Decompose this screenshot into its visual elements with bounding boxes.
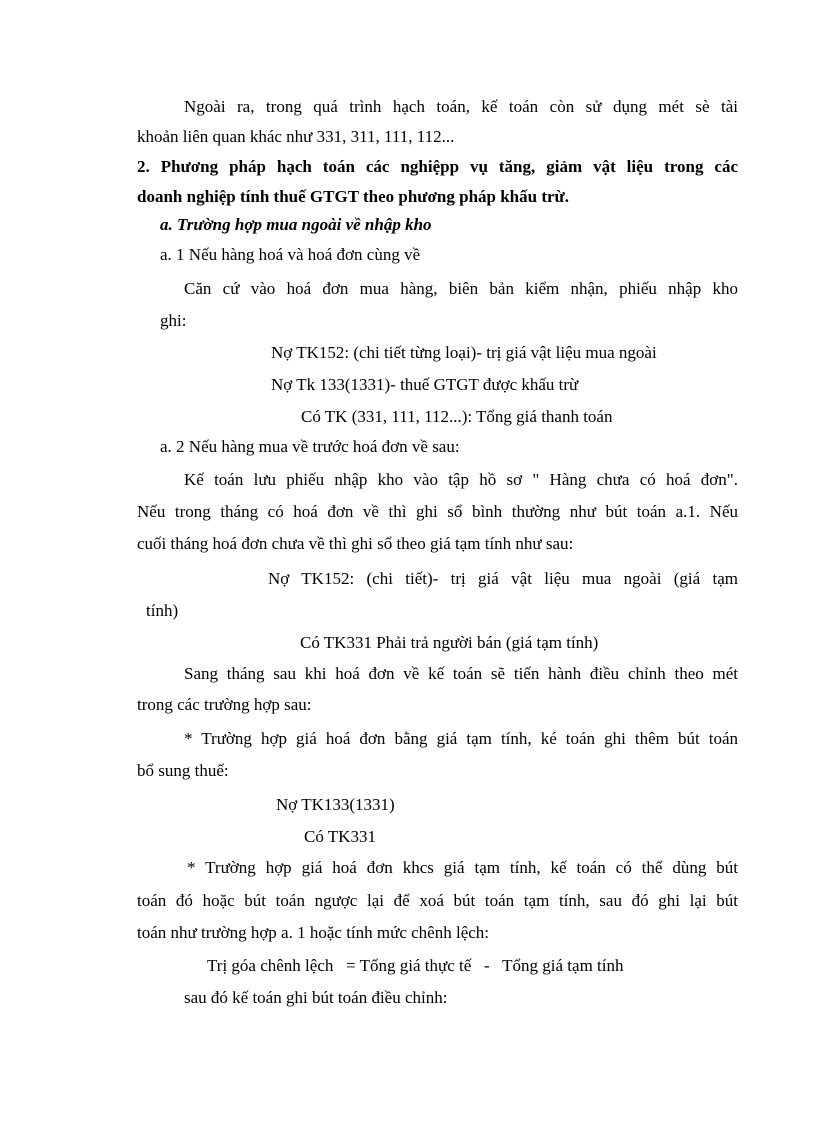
journal-entry: Nợ TK152: (chi tiết từng loại)- trị giá vật liệu mua ngoài (271, 343, 657, 362)
paragraph-line: Ngoài ra, trong quá trình hạch toán, kế toán còn sử dụng mét sè tài (184, 97, 738, 116)
paragraph-line: toán như trường hợp a. 1 hoặc tính mức chênh lệch: (137, 923, 490, 942)
paragraph-line: a. 1 Nếu hàng hoá và hoá đơn cùng về (160, 245, 421, 264)
paragraph-line: ghi: (160, 311, 187, 330)
journal-entry: tính) (146, 601, 179, 620)
paragraph-line: toán đó hoặc bút toán ngược lại để xoá bút toán tạm tính, sau đó ghi lại bút (137, 891, 738, 910)
paragraph-line: cuối tháng hoá đơn chưa về thì ghi sổ theo giá tạm tính như sau: (137, 534, 574, 553)
paragraph-line: Kế toán lưu phiếu nhập kho vào tập hồ sơ " Hàng chưa có hoá đơn". (184, 470, 738, 489)
paragraph-line: sau đó kế toán ghi bút toán điều chỉnh: (184, 988, 448, 1007)
paragraph-line: a. 2 Nếu hàng mua về trước hoá đơn về sau: (160, 437, 460, 456)
formula-line: Trị góa chênh lệch = Tổng giá thực tế - Tổng giá tạm tính (207, 956, 624, 975)
journal-entry: Nợ TK152: (chi tiết)- trị giá vật liệu mua ngoài (giá tạm (268, 569, 738, 588)
paragraph-line: khoản liên quan khác như 331, 311, 111, 112... (137, 127, 455, 146)
section-heading: doanh nghiệp tính thuế GTGT theo phương pháp khấu trừ. (137, 187, 569, 206)
paragraph-line: trong các trường hợp sau: (137, 695, 312, 714)
paragraph-line: Sang tháng sau khi hoá đơn về kế toán sẽ tiến hành điều chỉnh theo mét (184, 664, 738, 683)
journal-entry: Có TK331 Phải trả người bán (giá tạm tính) (300, 633, 599, 652)
paragraph-line: * Trường hợp giá hoá đơn khcs giá tạm tính, kế toán có thể dùng bút (187, 858, 738, 877)
journal-entry: Nợ Tk 133(1331)- thuế GTGT được khấu trừ (271, 375, 579, 394)
journal-entry: Nợ TK133(1331) (276, 795, 395, 814)
paragraph-line: bổ sung thuế: (137, 761, 229, 780)
journal-entry: Có TK331 (304, 827, 376, 846)
section-heading: 2. Phương pháp hạch toán các nghiệpp vụ tăng, giảm vật liệu trong các (137, 157, 738, 176)
paragraph-line: Nếu trong tháng có hoá đơn về thì ghi sổ bình thường như bút toán a.1. Nếu (137, 502, 738, 521)
journal-entry: Có TK (331, 111, 112...): Tổng giá thanh toán (301, 407, 613, 426)
paragraph-line: Căn cứ vào hoá đơn mua hàng, biên bản kiểm nhận, phiếu nhập kho (184, 279, 738, 298)
paragraph-line: * Trường hợp giá hoá đơn bằng giá tạm tính, ké toán ghi thêm bút toán (184, 729, 738, 748)
subsection-heading: a. Trường hợp mua ngoài về nhập kho (160, 215, 432, 234)
